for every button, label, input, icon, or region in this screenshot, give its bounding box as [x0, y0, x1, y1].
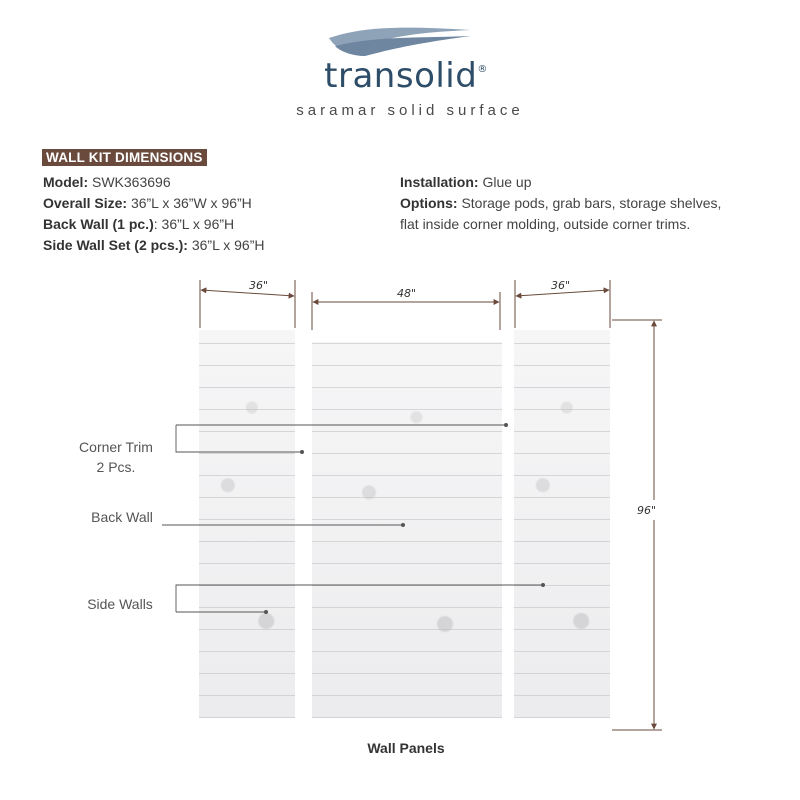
side-walls-dot-left — [264, 610, 268, 614]
corner-trim-dot-right — [504, 423, 508, 427]
section-title: WALL KIT DIMENSIONS — [42, 149, 207, 166]
side-walls-leader — [176, 585, 543, 612]
callout-back-wall: Back Wall — [91, 509, 153, 525]
spec-value: Storage pods, grab bars, storage shelves, flat inside corner molding, outside corner trims. — [400, 195, 722, 232]
callout-corner-trim — [70, 437, 162, 477]
spec-label: Options: — [400, 195, 458, 211]
right-width-label: 36" — [551, 279, 571, 292]
corner-trim-leader — [176, 425, 302, 452]
corner-trim-dot-left — [300, 450, 304, 454]
callout-corner-trim-line1: Corner Trim — [79, 439, 153, 455]
callout-corner-trim-line2: 2 Pcs. — [96, 459, 136, 475]
spec-label: Model: — [43, 174, 89, 190]
spec-value: 36”L x 96”H — [191, 237, 265, 253]
left-width-dim-line — [201, 290, 294, 296]
spec-label: Back Wall (1 pc.) — [43, 216, 154, 232]
spec-value: Glue up — [482, 174, 532, 190]
left-width-label: 36" — [249, 279, 269, 292]
spec-label: Side Wall Set (2 pcs.): — [43, 237, 188, 253]
registered-mark: ® — [477, 64, 488, 75]
brand-tagline: saramar solid surface — [296, 102, 524, 119]
spec-value: SWK363696 — [92, 174, 171, 190]
callout-side-walls: Side Walls — [87, 596, 153, 612]
spec-value: 36”L x 36”W x 96”H — [130, 195, 252, 211]
back-width-label: 48" — [397, 287, 417, 300]
spec-label-suffix: : — [153, 216, 158, 232]
back-wall-dot — [401, 523, 405, 527]
brand-name-text: transolid — [324, 56, 478, 96]
spec-label: Overall Size: — [43, 195, 128, 211]
side-walls-dot-right — [541, 583, 545, 587]
spec-label: Installation: — [400, 174, 479, 190]
height-label: 96" — [637, 504, 657, 517]
spec-value: 36”L x 96”H — [161, 216, 235, 232]
diagram-caption: Wall Panels — [367, 740, 445, 756]
